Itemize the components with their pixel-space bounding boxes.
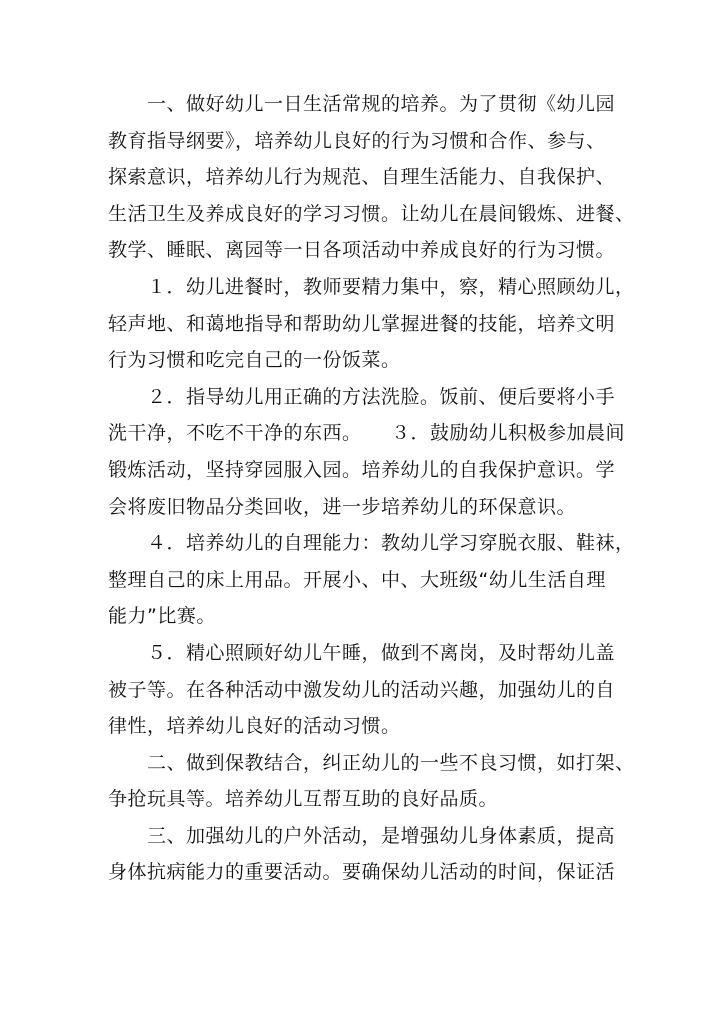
text-line: 锻炼活动，坚持穿园服入园。培养幼儿的自我保护意识。学 bbox=[108, 458, 616, 481]
text-line: 行为习惯和吃完自己的一份饭菜。 bbox=[108, 349, 401, 372]
text-line: 能力”比赛。 bbox=[108, 605, 216, 628]
text-line: 律性，培养幼儿良好的活动习惯。 bbox=[108, 715, 401, 738]
text-line: 被子等。在各种活动中激发幼儿的活动兴趣，加强幼儿的自 bbox=[108, 678, 616, 701]
text-line: 洗干净，不吃不干净的东西。 ３．鼓励幼儿积极参加晨间 bbox=[108, 422, 626, 445]
text-line: 探索意识，培养幼儿行为规范、自理生活能力、自我保护、 bbox=[108, 166, 616, 189]
text-line: １．幼儿进餐时，教师要精力集中，察，精心照顾幼儿， bbox=[108, 275, 635, 298]
text-line: 争抢玩具等。培养幼儿互帮互助的良好品质。 bbox=[108, 788, 499, 811]
text-line: 整理自己的床上用品。开展小、中、大班级“幼儿生活自理 bbox=[108, 568, 606, 591]
text-line: ４．培养幼儿的自理能力：教幼儿学习穿脱衣服、鞋袜， bbox=[108, 532, 635, 555]
text-line: 身体抗病能力的重要活动。要确保幼儿活动的时间，保证活 bbox=[108, 861, 616, 884]
text-line: ５．精心照顾好幼儿午睡，做到不离岗，及时帮幼儿盖 bbox=[108, 641, 616, 664]
text-line: 教育指导纲要》，培养幼儿良好的行为习惯和合作、参与、 bbox=[108, 129, 606, 152]
text-line: 生活卫生及养成良好的学习习惯。让幼儿在晨间锻炼、进餐、 bbox=[108, 202, 635, 225]
text-line: 会将废旧物品分类回收，进一步培养幼儿的环保意识。 bbox=[108, 495, 577, 518]
text-line: 轻声地、和蔼地指导和帮助幼儿掌握进餐的技能，培养文明 bbox=[108, 312, 616, 335]
text-line: 三、加强幼儿的户外活动，是增强幼儿身体素质，提高 bbox=[108, 824, 616, 847]
text-line: ２．指导幼儿用正确的方法洗脸。饭前、便后要将小手 bbox=[108, 385, 616, 408]
text-line: 一、做好幼儿一日生活常规的培养。为了贯彻《幼儿园 bbox=[108, 93, 616, 115]
document-body bbox=[108, 86, 635, 891]
text-line: 教学、睡眠、离园等一日各项活动中养成良好的行为习惯。 bbox=[108, 239, 616, 262]
text-line: 二、做到保教结合，纠正幼儿的一些不良习惯，如打架、 bbox=[108, 751, 635, 774]
